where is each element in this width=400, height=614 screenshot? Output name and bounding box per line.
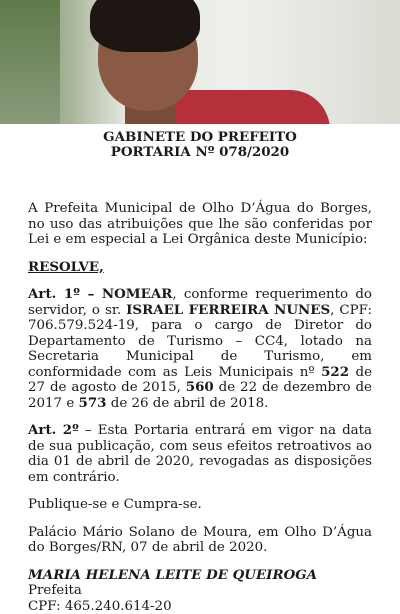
intro-paragraph: A Prefeita Municipal de Olho D’Água do Borges, no uso das atribuições que lhe são conferidas por Lei e em especial a Lei Orgânica deste Município:	[28, 201, 372, 248]
article-1-label: Art. 1º – NOMEAR	[28, 286, 172, 302]
header-office: GABINETE DO PREFEITO	[28, 130, 372, 145]
law-number: 560	[186, 379, 214, 395]
law-number: 573	[79, 395, 107, 411]
signatory-cpf: CPF: 465.240.614-20	[28, 599, 372, 614]
signature-block	[28, 568, 372, 614]
place-and-date: Palácio Mário Solano de Moura, em Olho D’Água do Borges/RN, 07 de abril de 2020.	[28, 525, 372, 556]
article-2	[28, 423, 372, 485]
article-2-text: – Esta Portaria entrará em vigor na data de sua publicação, com seus efeitos retroativos ao dia 01 de abril de 2020, revogadas as disposições em contrário.	[28, 423, 372, 485]
article-1-text: , CPF: 706.579.524-19, para o cargo de Diretor do Departamento de Turismo – CC4, lotado na Secretaria Municipal de Turismo, em conformidade com as Leis Municipais nº	[28, 303, 372, 380]
article-1	[28, 287, 372, 411]
law-number: 522	[321, 364, 349, 380]
signatory-name: MARIA HELENA LEITE DE QUEIROGA	[28, 568, 372, 584]
article-1-text: de 27 de agosto de 2015,	[28, 365, 372, 396]
ordinance-document	[0, 130, 400, 614]
article-1-text: , conforme requerimento do servidor, o sr.	[28, 287, 372, 318]
header-ordinance-number: PORTARIA Nº 078/2020	[28, 145, 372, 160]
resolve-heading: RESOLVE,	[28, 260, 372, 276]
closing-line: Publique-se e Cumpra-se.	[28, 497, 372, 513]
article-2-label: Art. 2º	[28, 422, 79, 438]
profile-photo	[0, 0, 400, 124]
photo-background	[0, 0, 60, 124]
document-header	[28, 130, 372, 160]
appointee-name: ISRAEL FERREIRA NUNES	[126, 302, 330, 318]
article-1-text: de 26 de abril de 2018.	[106, 396, 268, 411]
signatory-role: Prefeita	[28, 583, 372, 599]
article-1-text: de 22 de dezembro de 2017 e	[28, 380, 372, 411]
photo-hair	[90, 0, 200, 52]
